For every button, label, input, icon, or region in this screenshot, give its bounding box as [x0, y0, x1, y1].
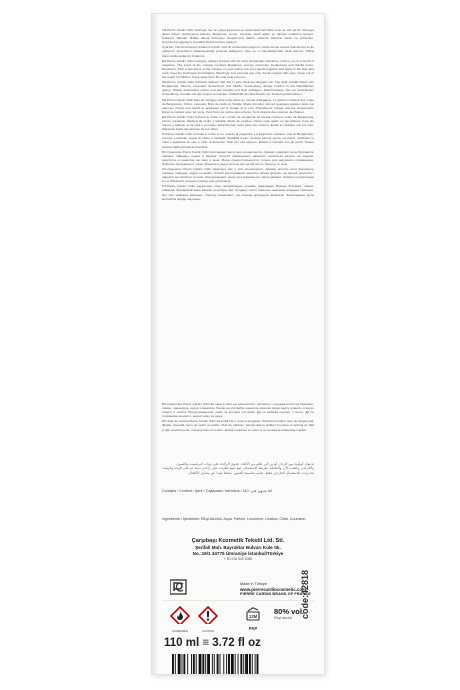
- barcode-bar: [196, 654, 197, 674]
- barcode-bar: [228, 654, 230, 674]
- pap-label: PAP: [248, 626, 258, 631]
- exclamation-icon: [198, 606, 218, 624]
- barcode-bar: [238, 654, 239, 674]
- barcode-bar: [245, 654, 248, 674]
- barcode-bar: [172, 654, 174, 674]
- arabic-text-block: [162, 462, 314, 475]
- text-paragraph: UA-Одеколон Pierre Cardin Odin запрошує вас у світ елегантності. Аромат містить ноти бергамоту, лимона, лаванди, кедра та ванілі. Спосіб застосування: нанесіть кілька крапель на долоні, розітріть і нанесіть на обличчя та шию. Застереження: лише для зовнішнього застосування. Уникати потрапляння в очі. Зберігати в недоступному для дітей місці.: [162, 167, 314, 184]
- barcode-bar: [178, 654, 181, 674]
- barcode-bar: [199, 654, 202, 674]
- barcode-bar: [214, 654, 215, 674]
- box-side-edge: [152, 14, 158, 674]
- multilingual-text-panel-lower: [162, 402, 314, 460]
- logo-frame: [170, 580, 186, 594]
- text-paragraph: IT-Pierre Cardin Odin Colonia vi invita in un mondo di eleganza. La fragranza contiene note di Bergamotto, Limone, Lavanda, Legno di cedro e Vaniglia. Modalità d'uso: Versare alcune gocce sui palmi, strofinare le mani e applicare su viso e collo. Avvertenze: Solo per uso esterno. Evitare il contatto con gli occhi. Tenere lontano dalla portata dei bambini.: [162, 132, 314, 149]
- caution-label: CAUTION: [202, 630, 214, 633]
- company-address-2: No.:19/1 34775 Ümraniye İstanbul/Türkiye: [192, 551, 284, 556]
- product-code: code:42818: [300, 569, 310, 619]
- company-address-1: Şerifali Mah. Bayraktar Bulvarı Kule Sk.: [195, 545, 281, 550]
- barcode-bar: [249, 654, 251, 674]
- text-paragraph: RO-Apa de colonie Pierre Cardin Odin vă invită într-o lume a eleganței. Parfumul conține note de bergamotă, lămâie, lavandă, lemn de cedru și vanilie. Mod de utilizare: turnați câteva picături în palme și aplicați pe față și gât. Avertismente: numai pentru uz extern. Evitați contactul cu ochii. A nu se lăsa la îndemâna copiilor.: [162, 419, 314, 432]
- barcode-bars: [172, 654, 258, 674]
- barcode-bar: [182, 654, 183, 674]
- company-name: Çarşıbaşı Kozmetik Tekstil Ltd. Sti.: [191, 538, 285, 544]
- text-paragraph: RU-Одеколон Pierre Cardin Odin приглашает вас в мир элегантности. Аромат содержит ноты бергамота, лимона, лаванды, кедра и ванили. Способ применения: нанесите несколько капель на ладони, разотрите и нанесите на лицо и шею. Меры предосторожности: только для наружного применения. Избегать попадания в глаза. Хранить в недоступном для детей месте. Беречь от огня.: [162, 149, 314, 166]
- text-paragraph: TR-Pierre Cardin Odin Kolonya, her an şıkça karşınıza en karizmatik hali bilinir tonu ile sizi şık bir dünyaya davet ediyor. Kolonya'nın kokusu; Bergamot, Limon, Lavanta, Sedir ağacı ve Vanilya notalarını içeriyor. Kullanım Talimatı: Birkaç damla kolonyayı avuçlarınıza dökün, ellerinizi birbirine sürün ve yüzünüze, boynunuza uygulayın. Ferahlık hissini hemen yaşayın.: [162, 28, 314, 45]
- barcode-bar: [220, 654, 221, 674]
- barcode-bar: [235, 654, 236, 674]
- text-paragraph: BG-Одеколон Pierre Cardin Odin ви кани в свят на елегантност. Ароматът съдържа нотки на бергамот, лимон, лавандула, кедър и ванилия. Начин на употреба: нанесете няколко капки върху дланите и върху лицето и шията. Предупреждения: само за външна употреба. Да се избягва контакт с очите. Да се съхранява на място, недостъпно за деца.: [162, 402, 314, 419]
- barcode-bar: [257, 654, 259, 674]
- barcode-bar: [202, 654, 204, 674]
- barcode-bar: [191, 654, 192, 674]
- text-paragraph: EN-Pierre Cardin Odin Cologne, always present with its most charismatic character, invites you to a world of elegance. The scent of the cologne contains Bergamot, Lemon, Lavender, Cedarwood and Vanilla notes. Directions: Pour a few drops of the cologne on your palms, rub your hands together and apply to the face and neck. Feel the freshness immediately. Warnings: For external use only. Avoid contact with eyes. Keep out of the reach of children. Keep away from fire and heat sources.: [162, 58, 314, 80]
- barcode-bar: [226, 654, 227, 674]
- made-in-text: Made in Türkiye: [240, 582, 267, 586]
- barcode-bar: [207, 654, 210, 674]
- barcode-bar: [231, 654, 234, 674]
- arabic-paragraph: تدعوك كولونيا بيير كاردان أودين إلى عالم من الأناقة. تحتوي الرائحة على نوتات البرغموت والليمون والخزامى وخشب الأرز والفانيليا. طريقة الاستعمال: ضع بضع قطرات على راحتي يديك ثم على الوجه والرقبة. تحذيرات: للاستعمال الخارجي فقط. تجنب ملامسة العينين. يحفظ بعيدا عن متناول الأطفال.: [162, 462, 314, 475]
- text-paragraph: ES-Pierre Cardin Odin Colonia le invita a un mundo de elegancia. El aroma contiene notas de Bergamota, Limón, Lavanda, Madera de cedro y Vainilla. Modo de empleo: Vierta unas gotas en las palmas, frote las manos y aplique en la cara y el cuello. Advertencias: Solo para uso externo. Evitar el contacto con los ojos. Mantener fuera del alcance de los niños.: [162, 114, 314, 132]
- alcohol-type: Ethyl alcohol: [274, 616, 293, 620]
- flammable-warning: [170, 606, 190, 633]
- website-link[interactable]: www.pierrecardincosmetic.com: [240, 587, 306, 592]
- company-info: [162, 538, 314, 562]
- text-paragraph: DE-Pierre Cardin Odin Kölnisch Wasser lädt Sie in eine Welt der Eleganz ein. Der Duft enthält Noten von Bergamotte, Zitrone, Lavendel, Zedernholz und Vanille. Anwendung: Einige Tropfen in die Handflächen geben, Hände aneinander reiben und auf Gesicht und Hals auftragen. Warnhinweise: Nur zur äußerlichen Anwendung. Kontakt mit den Augen vermeiden. Außerhalb der Reichweite von Kindern aufbewahren.: [162, 80, 314, 97]
- company-phone: + 90 216 540 4088: [223, 557, 253, 561]
- barcode-bar: [243, 654, 244, 674]
- text-paragraph: Uyarılar: Yalnızca haricen kullanım içindir. Göz ile temasından kaçının. Gözle temas etmesi halinde bol su ile yıkayınız. Çocukların ulaşamayacağı yerlerde saklayınız. Alev ve ısı kaynaklarından uzak tutunuz. Tahriş durumunda kullanımı bırakınız.: [162, 45, 314, 58]
- multilingual-text-panel: [162, 28, 314, 400]
- barcode-bar: [240, 654, 242, 674]
- product-box: [152, 14, 324, 683]
- flammable-label: FLAMMABLE: [172, 630, 188, 633]
- brand-line: PIERRE CARDIN BRAND OF FRANCE: [240, 592, 311, 596]
- barcode-bar: [212, 654, 213, 674]
- text-paragraph: KZ-Pierre Cardin Odin одеколоны сізді талғампаздық әлеміне шақырады. Иісінде бергамот, лимон, лаванда, балқарағай және ваниль ноталары бар. Қолдану тәсілі: бірнеше тамшыны алақанға тамызып, бет пен мойынға жағыңыз. Сақтық шаралары: тек сыртқы қолдануға арналған. Балалардың қолы жетпейтін жерде сақтаңыз.: [162, 184, 314, 201]
- barcode: 8 680570 717311: [168, 653, 294, 674]
- brand-logo: [170, 579, 232, 595]
- barcode-bar: [193, 654, 195, 674]
- ingredients-line: Ingredients / İçindekiler: Ethyl Alcohol, Aqua, Parfum, Limonene, Linalool, Citral, Coumarin.: [162, 517, 307, 521]
- barcode-bar: [217, 654, 219, 674]
- pap-symbol: [245, 607, 261, 631]
- pap-months: 12M: [248, 614, 258, 619]
- product-size: 110 ml ≡ 3.72 fl oz: [164, 637, 261, 649]
- barcode-bar: [183, 654, 185, 674]
- barcode-bar: [223, 654, 224, 674]
- barcode-bar: [187, 654, 188, 674]
- barcode-bar: [252, 654, 253, 674]
- barcode-bar: [255, 654, 256, 674]
- barcode-bar: [175, 654, 176, 674]
- open-jar-icon: [245, 607, 261, 621]
- flammable-icon: [170, 606, 190, 624]
- contents-line: Contains / Content / İçerir / Содержит / місткість / يحتوي على: 110 ml: [162, 489, 272, 493]
- barcode-bar: [205, 654, 206, 674]
- divider: [162, 600, 314, 601]
- alcohol-percent: 80% vol.: [274, 607, 305, 616]
- text-paragraph: FR-Pierre Cardin Odin Eau de Cologne vous invite dans un monde d'élégance. Le parfum contient des notes de Bergamote, Citron, Lavande, Bois de cèdre et Vanille. Mode d'emploi: Versez quelques gouttes dans vos paumes, frottez vos mains et appliquez sur le visage et le cou. Précautions: Usage externe uniquement. Éviter le contact avec les yeux. Tenir hors de portée des enfants. Tenir éloigné des sources de chaleur.: [162, 97, 314, 114]
- caution-warning: [198, 606, 218, 633]
